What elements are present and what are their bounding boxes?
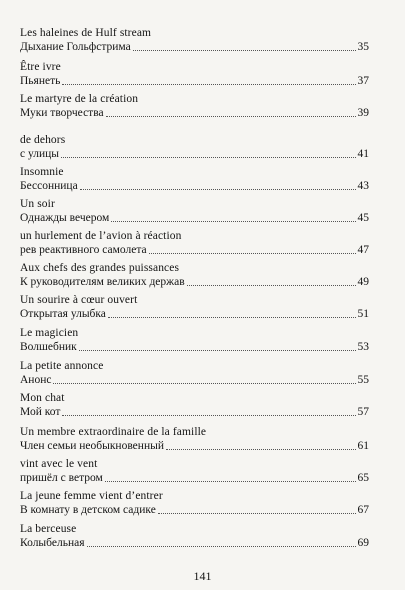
dot-leader bbox=[53, 382, 355, 384]
entry-line bbox=[20, 439, 369, 453]
entry-title-russian: Дыхание Гольфстрима bbox=[20, 41, 131, 53]
toc-entry bbox=[20, 61, 369, 88]
entry-line bbox=[20, 373, 369, 387]
entry-title-russian: Бессонница bbox=[20, 180, 78, 192]
dot-leader bbox=[166, 448, 356, 450]
toc-entry bbox=[20, 490, 369, 517]
entry-page-number: 37 bbox=[357, 75, 369, 87]
entry-title-french: Un sourire à cœur ouvert bbox=[20, 294, 138, 306]
entry-title-french: Le martyre de la création bbox=[20, 93, 139, 105]
entry-page-number: 65 bbox=[357, 472, 369, 484]
entry-page-number: 51 bbox=[357, 308, 369, 320]
dot-leader bbox=[62, 83, 355, 85]
entry-title-french: Aux chefs des grandes puissances bbox=[20, 262, 180, 274]
entry-line bbox=[20, 340, 369, 354]
dot-leader bbox=[108, 316, 356, 318]
entry-title-french: de dehors bbox=[20, 134, 66, 146]
toc-entry bbox=[20, 262, 369, 289]
entry-title-french: Mon chat bbox=[20, 392, 65, 404]
entry-line bbox=[20, 147, 369, 161]
toc-entry bbox=[20, 458, 369, 485]
entry-title-french: vint avec le vent bbox=[20, 458, 98, 470]
entry-line bbox=[20, 503, 369, 517]
entry-line bbox=[20, 211, 369, 225]
entry-page-number: 41 bbox=[357, 148, 369, 160]
entry-title-russian: Открытая улыбка bbox=[20, 308, 106, 320]
entry-line bbox=[20, 74, 369, 88]
entry-page-number: 53 bbox=[357, 341, 369, 353]
entry-title-french: Un membre extraordinaire de la famille bbox=[20, 426, 207, 438]
toc-entry bbox=[20, 198, 369, 225]
entry-title-russian: с улицы bbox=[20, 148, 59, 160]
entry-line bbox=[20, 405, 369, 419]
entry-title-french: La petite annonce bbox=[20, 360, 104, 372]
entry-title-french: Le magicien bbox=[20, 327, 79, 339]
entry-title-russian: В комнату в детском садике bbox=[20, 504, 156, 516]
toc-entry bbox=[20, 327, 369, 354]
dot-leader bbox=[187, 284, 356, 286]
entry-page-number: 61 bbox=[357, 440, 369, 452]
entry-line bbox=[20, 471, 369, 485]
entry-line bbox=[20, 243, 369, 257]
toc-entry bbox=[20, 523, 369, 550]
dot-leader bbox=[133, 49, 356, 51]
dot-leader bbox=[158, 512, 356, 514]
entry-page-number: 49 bbox=[357, 276, 369, 288]
toc-entry bbox=[20, 294, 369, 321]
entry-title-french: Insomnie bbox=[20, 166, 64, 178]
entry-title-russian: пришёл с ветром bbox=[20, 472, 103, 484]
entry-page-number: 43 bbox=[357, 180, 369, 192]
toc-entry bbox=[20, 426, 369, 453]
entry-page-number: 67 bbox=[357, 504, 369, 516]
entry-page-number: 47 bbox=[357, 244, 369, 256]
entry-title-french: La jeune femme vient d’entrer bbox=[20, 490, 163, 502]
entry-page-number: 69 bbox=[357, 537, 369, 549]
entry-title-russian: Анонс bbox=[20, 374, 52, 386]
entry-title-french: un hurlement de l’avion à réaction bbox=[20, 230, 182, 242]
toc-entry bbox=[20, 230, 369, 257]
toc-entry bbox=[20, 134, 369, 161]
entry-line bbox=[20, 275, 369, 289]
dot-leader bbox=[61, 156, 356, 158]
toc-entry bbox=[20, 392, 369, 419]
entry-title-russian: Пьянеть bbox=[20, 75, 61, 87]
toc-entry bbox=[20, 166, 369, 193]
entry-title-french: Les haleines de Hulf stream bbox=[20, 27, 152, 39]
entry-line bbox=[20, 40, 369, 54]
dot-leader bbox=[80, 188, 356, 190]
entry-page-number: 55 bbox=[357, 374, 369, 386]
entry-title-french: Un soir bbox=[20, 198, 55, 210]
dot-leader bbox=[106, 115, 356, 117]
entry-title-russian: Колыбельная bbox=[20, 537, 85, 549]
dot-leader bbox=[111, 220, 355, 222]
entry-page-number: 45 bbox=[357, 212, 369, 224]
entry-line bbox=[20, 536, 369, 550]
entry-line bbox=[20, 307, 369, 321]
page-number: 141 bbox=[193, 569, 212, 583]
entry-title-russian: Член семьи необыкновенный bbox=[20, 440, 164, 452]
entry-line bbox=[20, 179, 369, 193]
dot-leader bbox=[62, 414, 355, 416]
entry-page-number: 39 bbox=[357, 107, 369, 119]
entry-title-french: La berceuse bbox=[20, 523, 77, 535]
entry-title-french: Être ivre bbox=[20, 61, 61, 73]
entry-title-russian: рев реактивного самолета bbox=[20, 244, 147, 256]
entry-page-number: 57 bbox=[357, 406, 369, 418]
entry-title-russian: Волшебник bbox=[20, 341, 77, 353]
entry-page-number: 35 bbox=[357, 41, 369, 53]
toc-entry bbox=[20, 93, 369, 120]
entry-line bbox=[20, 106, 369, 120]
dot-leader bbox=[87, 545, 356, 547]
entry-title-russian: Муки творчества bbox=[20, 107, 104, 119]
entry-title-russian: Однажды вечером bbox=[20, 212, 110, 224]
toc-entry bbox=[20, 360, 369, 387]
dot-leader bbox=[149, 252, 356, 254]
dot-leader bbox=[79, 349, 356, 351]
toc-entry bbox=[20, 27, 369, 54]
entry-title-russian: К руководителям великих держав bbox=[20, 276, 185, 288]
dot-leader bbox=[105, 480, 356, 482]
entry-title-russian: Мой кот bbox=[20, 406, 61, 418]
